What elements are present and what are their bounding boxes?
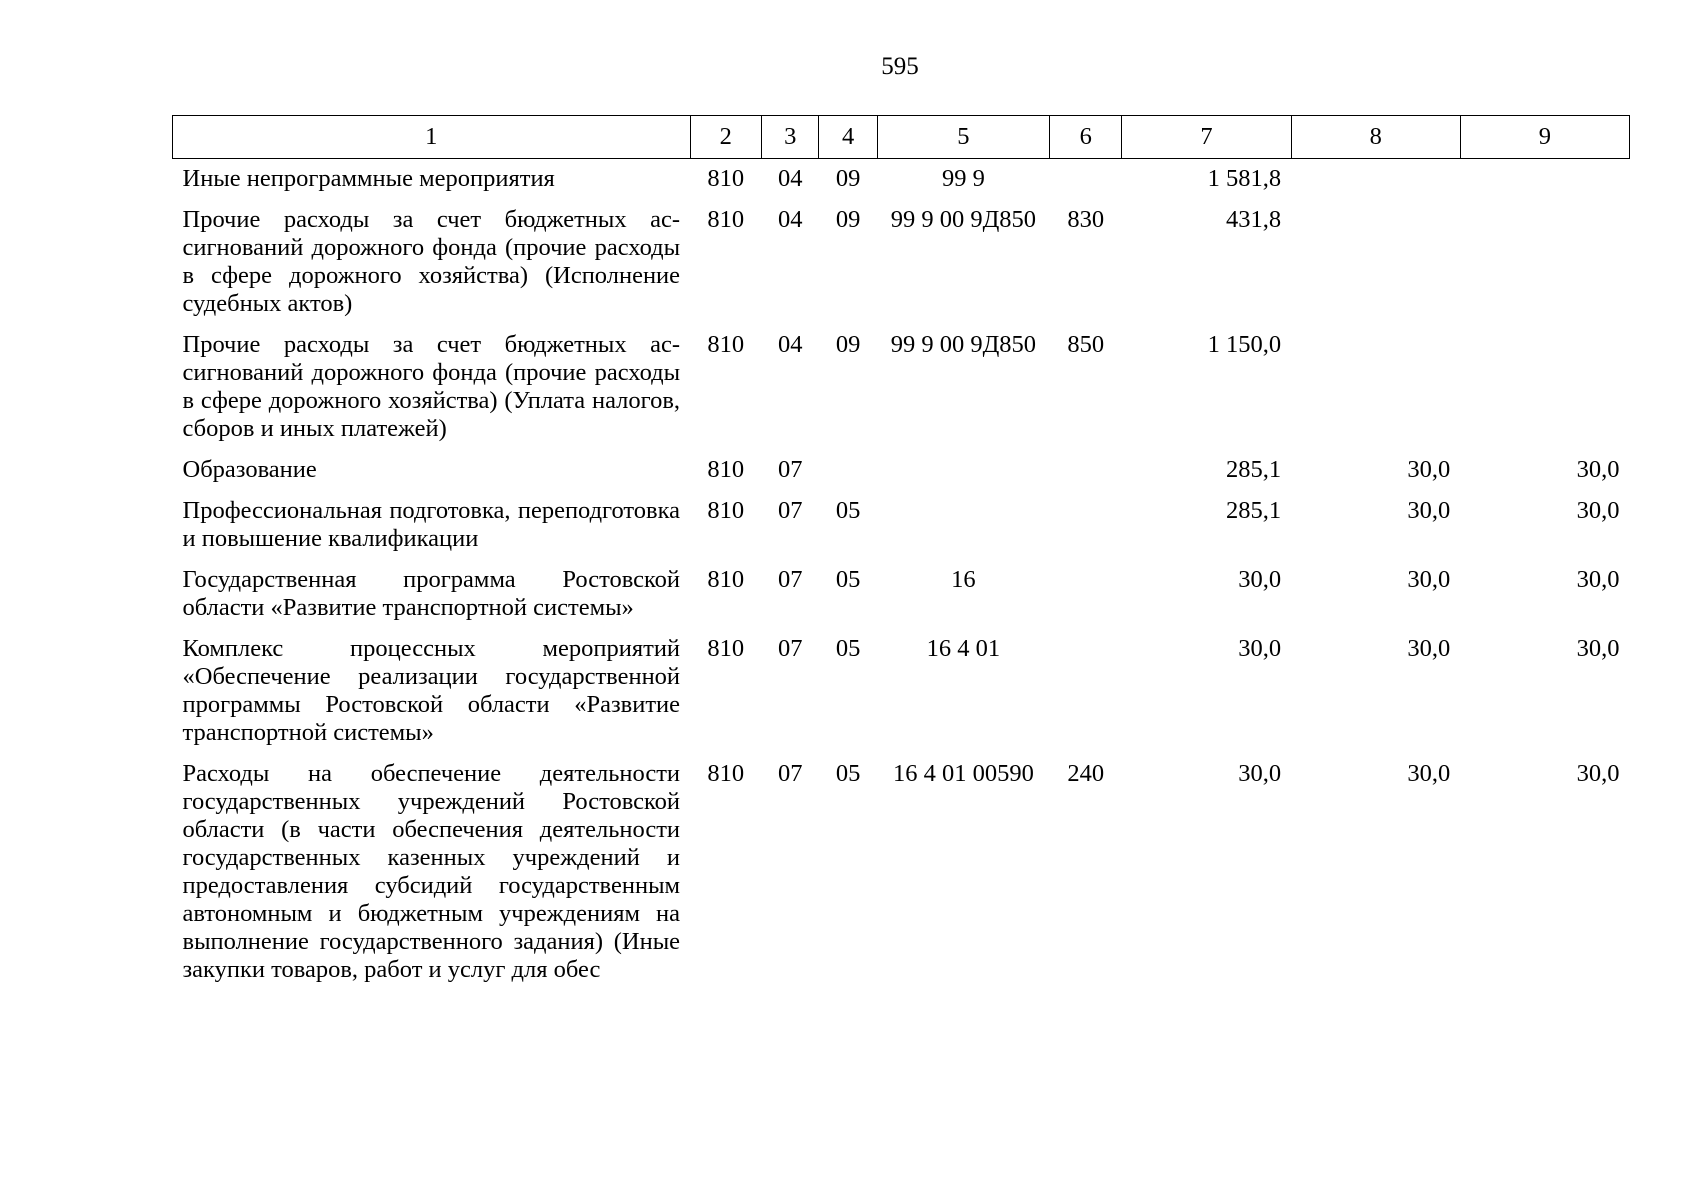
row-amount-9: 30,0 <box>1576 456 1620 483</box>
row-amount-8 <box>1291 159 1460 203</box>
row-amount-8: 30,0 <box>1407 456 1451 483</box>
row-amount-7: 285,1 <box>1226 497 1282 524</box>
row-amount-8: 30,0 <box>1407 760 1451 787</box>
row-code-6 <box>1049 631 1121 756</box>
row-amount-8: 30,0 <box>1407 566 1451 593</box>
column-header-6: 6 <box>1049 116 1121 159</box>
row-code-4: 05 <box>835 566 861 593</box>
row-code-2: 810 <box>707 456 745 483</box>
row-code-5: 16 4 01 00590 <box>892 760 1034 787</box>
row-code-3: 07 <box>777 456 803 483</box>
row-name: Прочие расходы за счет бюджетных ассигнований дорожного фонда (прочие расходы в сфере дорожного хозяйства) (Уплата налогов, сборов и иных платежей) <box>182 331 681 442</box>
row-amount-9 <box>1460 327 1629 452</box>
row-amount-7: 285,1 <box>1226 456 1282 483</box>
row-code-6: 850 <box>1067 331 1105 358</box>
row-code-2: 810 <box>707 566 745 593</box>
column-header-4: 4 <box>819 116 877 159</box>
row-code-4: 09 <box>835 165 861 192</box>
row-code-6 <box>1049 159 1121 203</box>
row-code-3: 07 <box>777 635 803 662</box>
row-code-6 <box>1049 452 1121 493</box>
row-code-6: 240 <box>1067 760 1105 787</box>
row-code-4: 05 <box>835 760 861 787</box>
column-header-2: 2 <box>690 116 761 159</box>
row-code-2: 810 <box>707 497 745 524</box>
row-code-2: 810 <box>707 760 745 787</box>
column-header-8: 8 <box>1291 116 1460 159</box>
row-code-5: 99 9 00 9Д850 <box>890 206 1037 233</box>
row-amount-8 <box>1291 202 1460 327</box>
row-code-5 <box>877 493 1049 562</box>
row-code-5 <box>877 452 1049 493</box>
column-header-3: 3 <box>762 116 819 159</box>
budget-table <box>172 115 1630 993</box>
row-amount-9: 30,0 <box>1576 566 1620 593</box>
row-amount-7: 30,0 <box>1238 566 1282 593</box>
table-row <box>173 756 1630 993</box>
row-code-4: 05 <box>835 497 861 524</box>
row-code-5: 99 9 00 9Д850 <box>890 331 1037 358</box>
table-row <box>173 159 1630 203</box>
row-code-2: 810 <box>707 206 745 233</box>
row-code-4: 05 <box>835 635 861 662</box>
row-code-3: 07 <box>777 760 803 787</box>
page-number: 595 <box>881 53 919 80</box>
row-code-6: 830 <box>1067 206 1105 233</box>
row-amount-9 <box>1460 159 1629 203</box>
row-code-5: 16 4 01 <box>926 635 1001 662</box>
row-amount-7: 431,8 <box>1226 206 1282 233</box>
table-row <box>173 202 1630 327</box>
row-amount-9: 30,0 <box>1576 760 1620 787</box>
row-name: Профессиональная подготовка, переподготовка и повышение квалификации <box>182 497 681 552</box>
table-row <box>173 327 1630 452</box>
row-code-3: 04 <box>777 206 803 233</box>
table-row <box>173 452 1630 493</box>
row-code-2: 810 <box>707 331 745 358</box>
row-amount-9: 30,0 <box>1576 497 1620 524</box>
row-code-3: 07 <box>777 497 803 524</box>
row-code-3: 04 <box>777 331 803 358</box>
row-code-4 <box>819 452 877 493</box>
column-header-9: 9 <box>1460 116 1629 159</box>
row-name: Образование <box>182 456 317 483</box>
column-header-1: 1 <box>173 116 691 159</box>
row-name: Расходы на обеспечение деятельности государственных учреждений Ростовской области (в части обеспечения деятельности государственных казенных учреждений и предоставления субсидий государственным автономным и бюджетным учреждениям на выполнение государственного задания) (Иные закупки товаров, работ и услуг для обес <box>182 760 681 983</box>
row-code-2: 810 <box>707 165 745 192</box>
row-code-2: 810 <box>707 635 745 662</box>
row-code-4: 09 <box>835 206 861 233</box>
row-amount-8 <box>1291 327 1460 452</box>
row-amount-9 <box>1460 202 1629 327</box>
row-name: Комплекс процессных мероприятий «Обеспечение реализации государственной программы Ростовской области «Развитие транспортной системы» <box>182 635 681 746</box>
row-name: Иные непрограммные мероприятия <box>182 165 555 192</box>
row-code-4: 09 <box>835 331 861 358</box>
column-header-5: 5 <box>877 116 1049 159</box>
row-amount-8: 30,0 <box>1407 635 1451 662</box>
row-amount-7: 30,0 <box>1238 760 1282 787</box>
row-amount-8: 30,0 <box>1407 497 1451 524</box>
table-row <box>173 562 1630 631</box>
row-amount-7: 1 150,0 <box>1207 331 1282 358</box>
row-amount-7: 30,0 <box>1238 635 1282 662</box>
row-code-6 <box>1049 562 1121 631</box>
row-code-3: 04 <box>777 165 803 192</box>
header-row <box>173 116 1630 159</box>
row-code-5: 99 9 <box>941 165 985 192</box>
row-amount-9: 30,0 <box>1576 635 1620 662</box>
row-name: Государственная программа Ростовской области «Развитие транспортной системы» <box>182 566 681 621</box>
row-code-6 <box>1049 493 1121 562</box>
column-header-7: 7 <box>1122 116 1291 159</box>
table-row <box>173 493 1630 562</box>
row-name: Прочие расходы за счет бюджетных ассигнований дорожного фонда (прочие расходы в сфере дорожного хозяйства) (Исполнение судебных актов) <box>182 206 681 317</box>
row-code-3: 07 <box>777 566 803 593</box>
table-row <box>173 631 1630 756</box>
row-amount-7: 1 581,8 <box>1207 165 1282 192</box>
row-code-5: 16 <box>951 566 976 593</box>
